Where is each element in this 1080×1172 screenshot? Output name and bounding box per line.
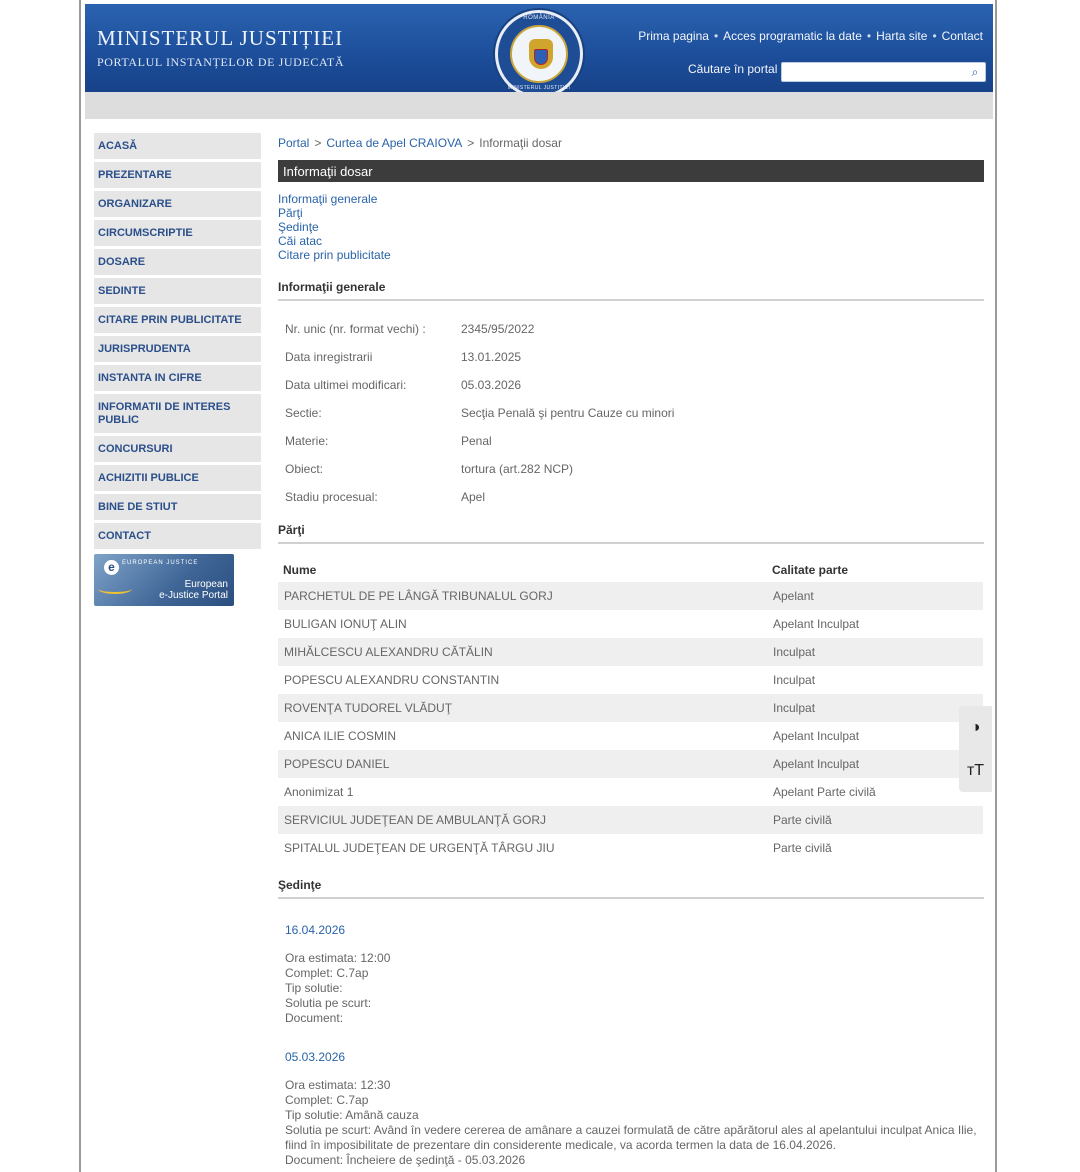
party-name: ROVENŢA TUDOREL VLĂDUŢ <box>278 694 767 722</box>
hearing-solution-summary: Solutia pe scurt: Având în vedere cererea de amânare a cauzei formulată de către apărătorul ales al apelantului inculpat Anica Ilie, fiind în imposibilitate de prezentare din considerente medicale, va acorda termen la data de 16.04.2026. <box>285 1123 977 1152</box>
sidebar <box>94 133 261 606</box>
info-value: 05.03.2026 <box>461 378 522 392</box>
table-row <box>278 778 983 806</box>
accessibility-toolbar <box>959 706 992 792</box>
info-row <box>278 343 681 371</box>
party-name: SERVICIUL JUDEŢEAN DE AMBULANŢĂ GORJ <box>278 806 767 834</box>
info-row <box>278 483 681 511</box>
party-role: Inculpat <box>767 694 983 722</box>
party-name: POPESCU DANIEL <box>278 750 767 778</box>
hearing-panel: Complet: C.7ap <box>285 1093 369 1107</box>
info-row <box>278 455 681 483</box>
party-name: SPITALUL JUDEŢEAN DE URGENŢĂ TÂRGU JIU <box>284 841 555 855</box>
link-harta-site[interactable]: Harta site <box>876 29 928 43</box>
hearing-solution-summary: Solutia pe scurt: <box>285 996 372 1010</box>
parti-table <box>278 558 983 862</box>
party-role: Apelant Parte civilă <box>773 785 876 799</box>
party-name: POPESCU ALEXANDRU CONSTANTIN <box>284 673 500 687</box>
info-row <box>278 371 681 399</box>
table-row <box>278 834 983 862</box>
sidebar-item-citare[interactable]: CITARE PRIN PUBLICITATE <box>94 307 261 336</box>
link-acces-programatic[interactable]: Acces programatic la date <box>723 29 862 43</box>
site-header <box>85 4 993 92</box>
table-row <box>278 722 983 750</box>
sidebar-item-contact[interactable]: CONTACT <box>94 523 261 552</box>
ejustice-banner[interactable] <box>94 554 234 606</box>
table-row <box>278 610 983 638</box>
hearing-document: Document: Încheiere de şedinţă - 05.03.2026 <box>285 1153 526 1167</box>
sedinte-heading: Şedinţe <box>278 878 984 899</box>
seal-inner <box>510 25 568 83</box>
info-value: Penal <box>461 434 492 448</box>
site-subtitle: PORTALUL INSTANȚELOR DE JUDECATĂ <box>97 55 345 69</box>
sidebar-item-achizitii[interactable]: ACHIZITII PUBLICE <box>94 465 261 494</box>
breadcrumb-portal[interactable]: Portal <box>278 136 310 150</box>
link-prima-pagina[interactable]: Prima pagina <box>638 29 709 43</box>
breadcrumb-court[interactable]: Curtea de Apel CRAIOVA <box>326 136 463 150</box>
breadcrumb-current: Informaţii dosar <box>479 136 562 150</box>
sidebar-item-concursuri[interactable]: CONCURSURI <box>94 436 261 465</box>
top-navigation <box>638 29 983 43</box>
hearing-date[interactable]: 16.04.2026 <box>285 923 346 937</box>
search-input[interactable] <box>784 64 962 80</box>
column-header-calitate: Calitate parte <box>772 563 849 577</box>
contrast-icon[interactable]: ◑ <box>970 719 981 736</box>
sidebar-item-jurisprudenta[interactable]: JURISPRUDENTA <box>94 336 261 365</box>
ejustice-line2: e-Justice Portal <box>159 590 228 601</box>
info-value: Secţia Penală şi pentru Cauze cu minori <box>461 406 675 420</box>
seal-top-text: ROMÂNIA <box>523 15 555 21</box>
text-size-icon[interactable]: тT <box>966 762 985 779</box>
general-info-heading: Informaţii generale <box>278 280 984 301</box>
hearing-solution-type: Tip solutie: Amână cauza <box>285 1108 419 1122</box>
link-contact[interactable]: Contact <box>941 29 983 43</box>
toc-link-parti[interactable]: Părţi <box>278 206 303 220</box>
hearing-time: Ora estimata: 12:30 <box>285 1078 391 1092</box>
info-label: Stadiu procesual: <box>285 490 378 504</box>
party-role: Parte civilă <box>767 806 983 834</box>
ejustice-small-text: EUROPEAN JUSTICE <box>122 560 199 566</box>
separator-dot: • <box>713 29 719 43</box>
ejustice-text <box>159 579 228 601</box>
toc-link-citare[interactable]: Citare prin publicitate <box>278 248 391 262</box>
page-title: Informaţii dosar <box>278 160 984 182</box>
sidebar-item-circumscriptie[interactable]: CIRCUMSCRIPTIE <box>94 220 261 249</box>
breadcrumb-separator: > <box>314 136 322 150</box>
scales-icon <box>98 584 132 594</box>
party-role: Parte civilă <box>773 841 832 855</box>
page-frame <box>79 0 997 1172</box>
separator-dot: • <box>866 29 872 43</box>
seal-bottom-text: MINISTERUL JUSTIȚIEI <box>507 85 571 91</box>
table-row <box>278 694 983 722</box>
hearing-panel: Complet: C.7ap <box>285 966 369 980</box>
info-label: Data ultimei modificari: <box>285 378 407 392</box>
party-name: Anonimizat 1 <box>284 785 354 799</box>
party-role: Apelant <box>767 582 983 610</box>
table-header-row <box>278 558 983 582</box>
info-label: Materie: <box>285 434 329 448</box>
shield-icon <box>534 49 548 65</box>
toc-link-cai-atac[interactable]: Căi atac <box>278 234 323 248</box>
party-role: Apelant Inculpat <box>773 729 860 743</box>
party-role: Apelant Inculpat <box>767 750 983 778</box>
toc-link-informatii-generale[interactable]: Informaţii generale <box>278 192 378 206</box>
sidebar-item-instanta-in-cifre[interactable]: INSTANTA IN CIFRE <box>94 365 261 394</box>
ejustice-logo-icon: e <box>104 560 119 575</box>
search-icon[interactable]: ⌕ <box>971 65 979 79</box>
sidebar-item-acasa[interactable]: ACASĂ <box>94 133 261 162</box>
ejustice-line1: European <box>184 579 228 590</box>
hearing-details <box>278 951 984 1026</box>
search-box <box>781 62 986 82</box>
info-row <box>278 315 681 343</box>
table-row <box>278 750 983 778</box>
sidebar-item-informatii-interes-public[interactable]: INFORMATII DE INTERES PUBLIC <box>94 394 261 436</box>
info-value: 13.01.2025 <box>461 350 522 364</box>
breadcrumb <box>278 136 984 150</box>
info-value: Apel <box>461 490 486 504</box>
info-label: Data inregistrarii <box>285 350 373 364</box>
search-label: Căutare în portal <box>688 62 778 76</box>
sidebar-item-organizare[interactable]: ORGANIZARE <box>94 191 261 220</box>
party-name: ANICA ILIE COSMIN <box>284 729 397 743</box>
party-name: MIHĂLCESCU ALEXANDRU CĂTĂLIN <box>278 638 767 666</box>
info-row <box>278 427 681 455</box>
party-name: BULIGAN IONUŢ ALIN <box>284 617 407 631</box>
column-header-nume: Nume <box>283 563 317 577</box>
table-row <box>278 582 983 610</box>
party-role: Inculpat <box>773 673 816 687</box>
info-row <box>278 399 681 427</box>
hearing-details <box>278 1078 984 1168</box>
sidebar-item-dosare[interactable]: DOSARE <box>94 249 261 278</box>
coat-of-arms-logo[interactable] <box>495 10 583 98</box>
table-row <box>278 666 983 694</box>
sidebar-item-sedinte[interactable]: SEDINTE <box>94 278 261 307</box>
breadcrumb-separator: > <box>467 136 475 150</box>
general-info-table <box>278 315 681 511</box>
party-name: PARCHETUL DE PE LÂNGĂ TRIBUNALUL GORJ <box>278 582 767 610</box>
info-label: Obiect: <box>285 462 324 476</box>
party-role: Apelant Inculpat <box>773 617 860 631</box>
info-label: Sectie: <box>285 406 322 420</box>
section-links <box>278 192 984 262</box>
party-role: Inculpat <box>767 638 983 666</box>
hearing-time: Ora estimata: 12:00 <box>285 951 391 965</box>
main-content <box>278 136 984 1168</box>
parti-heading: Părţi <box>278 523 984 544</box>
table-row <box>278 638 983 666</box>
separator-dot: • <box>932 29 937 43</box>
sidebar-item-bine-de-stiut[interactable]: BINE DE STIUT <box>94 494 261 523</box>
site-title[interactable]: MINISTERUL JUSTIȚIEI <box>97 26 344 50</box>
table-row <box>278 806 983 834</box>
hearing-document: Document: <box>285 1011 344 1025</box>
toc-link-sedinte[interactable]: Şedinţe <box>278 220 319 234</box>
info-label: Nr. unic (nr. format vechi) : <box>285 322 426 336</box>
hearing-date[interactable]: 05.03.2026 <box>285 1050 346 1064</box>
info-value: 2345/95/2022 <box>461 322 535 336</box>
hearing-solution-type: Tip solutie: <box>285 981 343 995</box>
header-subbar <box>85 92 993 119</box>
info-value: tortura (art.282 NCP) <box>461 462 574 476</box>
sidebar-item-prezentare[interactable]: PREZENTARE <box>94 162 261 191</box>
